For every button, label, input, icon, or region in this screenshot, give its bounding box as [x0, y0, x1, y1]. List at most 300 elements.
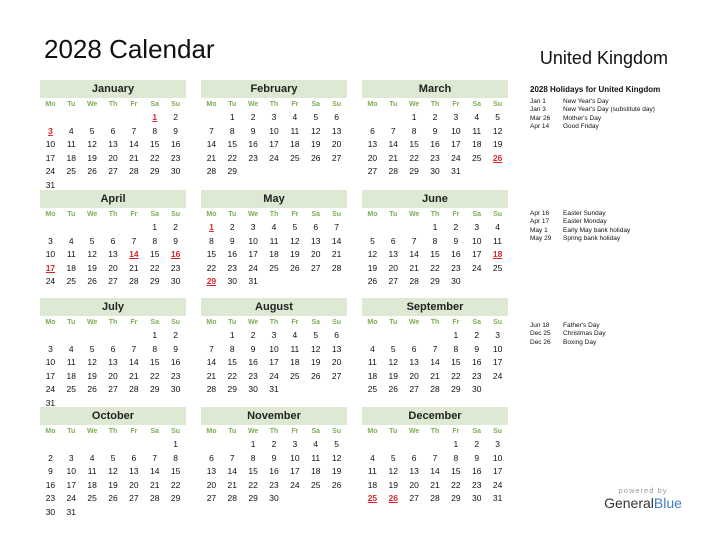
holiday-entry [530, 322, 700, 330]
day-cell: 7 [432, 452, 438, 463]
day-cell: 28 [409, 276, 419, 286]
holiday-entry [530, 123, 700, 131]
weekday-label: Th [430, 211, 440, 218]
day-cell: 17 [492, 357, 503, 367]
empty-day [103, 329, 124, 343]
day-cell: 26 [310, 152, 321, 163]
day-cell: 25 [310, 479, 321, 490]
month-april [40, 190, 186, 289]
day-cell: 3 [453, 112, 459, 122]
empty-day [201, 329, 222, 343]
day-cell: 8 [453, 343, 459, 354]
day-cell: 28 [129, 276, 139, 286]
day-cell: 19 [367, 262, 378, 273]
day-cell: 1 [152, 330, 158, 340]
day-cell: 22 [430, 262, 440, 273]
month-november [201, 407, 347, 506]
day-cell: 24 [66, 493, 77, 503]
day-cell: 8 [432, 235, 438, 246]
weekday-label: We [86, 428, 98, 435]
holiday-date: Dec 26 [530, 338, 551, 346]
day-cell: 9 [474, 343, 480, 354]
day-cell: 27 [310, 262, 321, 273]
holiday-entry [530, 98, 700, 106]
day-cell: 2 [173, 222, 178, 232]
empty-day [82, 111, 103, 125]
day-cell: 19 [87, 152, 97, 163]
day-cell: 29 [451, 493, 461, 503]
holiday-date: Mar 26 [530, 114, 551, 122]
month-days-grid [40, 208, 186, 289]
month-days-grid [40, 316, 186, 410]
day-cell: 3 [271, 330, 277, 340]
day-cell: 10 [66, 466, 77, 476]
day-cell: 9 [48, 466, 53, 476]
day-cell: 16 [430, 139, 440, 149]
day-cell: 10 [269, 125, 279, 136]
weekday-label: Fr [130, 428, 138, 435]
day-cell: 2 [432, 112, 438, 122]
month-june [362, 190, 508, 289]
day-cell: 8 [209, 235, 214, 246]
month-days-grid [201, 316, 347, 397]
empty-day [404, 438, 425, 452]
day-cell: 20 [206, 479, 217, 490]
day-cell: 2 [271, 439, 277, 449]
day-cell: 6 [390, 235, 396, 246]
day-cell: 25 [269, 262, 279, 273]
day-cell: 13 [108, 249, 118, 259]
day-cell: 13 [409, 466, 419, 476]
holiday-name: Easter Monday [563, 218, 607, 226]
day-cell: 22 [451, 370, 461, 381]
month-title: December [362, 407, 508, 425]
empty-day [362, 111, 383, 125]
day-cell: 31 [248, 276, 258, 286]
weekday-label: Th [430, 428, 440, 435]
day-cell: 29 [409, 166, 419, 176]
day-cell: 29 [227, 166, 238, 176]
empty-day [362, 329, 383, 343]
day-cell: 19 [290, 249, 300, 259]
day-cell: 10 [45, 249, 56, 259]
month-title: October [40, 407, 186, 425]
weekday-label: Sa [472, 211, 481, 218]
holiday-date: Jun 18 [530, 322, 550, 329]
weekday-label: Fr [452, 211, 460, 218]
day-cell: 19 [388, 370, 399, 381]
day-cell: 14 [129, 139, 139, 149]
day-cell: 21 [227, 479, 238, 490]
holiday-date: Jan 1 [530, 98, 546, 105]
weekday-label: Mo [45, 319, 56, 326]
day-cell: 28 [206, 166, 217, 176]
weekday-label: Fr [452, 319, 460, 326]
day-cell: 31 [451, 166, 461, 176]
day-cell: 13 [310, 235, 321, 246]
day-cell: 9 [229, 235, 235, 246]
weekday-label: Su [493, 428, 503, 435]
day-cell: 1 [173, 439, 178, 449]
empty-day [201, 438, 222, 452]
weekday-label: Sa [472, 319, 481, 326]
day-cell: 11 [311, 452, 321, 463]
weekday-label: Fr [452, 101, 460, 108]
day-cell: 7 [131, 125, 137, 136]
day-cell: 29 [149, 276, 160, 286]
day-cell: 16 [45, 479, 56, 490]
day-cell: 3 [474, 222, 480, 232]
brand-name-blue: Blue [653, 495, 682, 511]
weekday-label: Su [171, 211, 181, 218]
weekday-label: Mo [206, 101, 217, 108]
day-cell: 21 [206, 370, 217, 381]
month-may [201, 190, 347, 289]
day-cell: 10 [471, 235, 482, 246]
day-cell: 16 [471, 357, 482, 367]
day-cell: 8 [411, 125, 417, 136]
day-cell: 1 [453, 330, 459, 340]
holiday-name: Father's Day [563, 322, 600, 329]
day-cell: 11 [368, 466, 377, 476]
month-february [201, 80, 347, 179]
day-cell: 12 [388, 357, 399, 367]
day-cell: 4 [495, 222, 500, 232]
holiday-day: 26 [492, 152, 503, 163]
holiday-day: 18 [492, 249, 503, 259]
day-cell: 25 [66, 384, 77, 394]
day-cell: 19 [388, 479, 399, 490]
weekday-label: Sa [150, 101, 159, 108]
day-cell: 12 [310, 125, 321, 136]
day-cell: 21 [388, 152, 399, 163]
day-cell: 1 [152, 222, 158, 232]
day-cell: 19 [310, 139, 321, 149]
month-days-grid [362, 208, 508, 289]
day-cell: 21 [430, 370, 440, 381]
weekday-label: Fr [130, 211, 138, 218]
day-cell: 4 [292, 112, 298, 122]
day-cell: 18 [87, 479, 97, 490]
day-cell: 3 [68, 452, 74, 463]
day-cell: 15 [248, 466, 258, 476]
day-cell: 22 [227, 370, 238, 381]
holiday-entry [530, 115, 700, 123]
day-cell: 25 [66, 276, 77, 286]
day-cell: 24 [269, 370, 279, 381]
day-cell: 9 [474, 452, 480, 463]
day-cell: 27 [388, 276, 399, 286]
empty-day [383, 438, 404, 452]
weekday-label: Su [493, 101, 503, 108]
day-cell: 10 [290, 452, 300, 463]
day-cell: 8 [229, 125, 235, 136]
day-cell: 2 [474, 439, 480, 449]
day-cell: 7 [152, 452, 158, 463]
day-cell: 20 [409, 370, 419, 381]
day-cell: 29 [430, 276, 440, 286]
day-cell: 6 [411, 343, 417, 354]
weekday-label: Sa [472, 101, 481, 108]
day-cell: 4 [68, 235, 74, 246]
day-cell: 19 [331, 466, 342, 476]
empty-day [144, 438, 165, 452]
day-cell: 9 [271, 452, 277, 463]
powered-by-text: powered by [618, 486, 668, 495]
day-cell: 20 [129, 479, 139, 490]
day-cell: 27 [108, 276, 118, 286]
day-cell: 22 [170, 479, 181, 490]
day-cell: 13 [367, 139, 378, 149]
day-cell: 6 [209, 452, 214, 463]
month-july [40, 298, 186, 410]
empty-day [103, 438, 124, 452]
holiday-date: Dec 25 [530, 330, 551, 338]
day-cell: 1 [229, 330, 235, 340]
weekday-label: We [247, 101, 259, 108]
day-cell: 15 [170, 466, 181, 476]
day-cell: 1 [453, 439, 459, 449]
day-cell: 29 [149, 384, 160, 394]
day-cell: 26 [87, 384, 97, 394]
day-cell: 26 [331, 479, 342, 490]
empty-day [123, 329, 144, 343]
day-cell: 8 [152, 125, 158, 136]
weekday-label: Th [269, 319, 279, 326]
weekday-label: Mo [367, 211, 378, 218]
empty-day [61, 221, 82, 235]
holiday-entry [530, 106, 700, 114]
holiday-date: Jan 3 [530, 106, 546, 114]
day-cell: 12 [290, 235, 300, 246]
day-cell: 25 [87, 493, 97, 503]
day-cell: 11 [368, 357, 377, 367]
day-cell: 4 [292, 330, 298, 340]
holiday-name: New Year's Day [563, 98, 609, 105]
day-cell: 24 [45, 276, 56, 286]
weekday-label: Tu [67, 319, 76, 326]
day-cell: 2 [173, 112, 178, 122]
day-cell: 14 [388, 139, 399, 149]
weekday-label: Tu [67, 211, 76, 218]
weekday-label: Tu [389, 211, 398, 218]
weekday-label: Mo [45, 101, 56, 108]
day-cell: 8 [250, 452, 256, 463]
weekday-label: Fr [130, 319, 138, 326]
weekday-label: We [408, 101, 420, 108]
day-cell: 5 [390, 452, 396, 463]
holiday-list-q3 [530, 322, 700, 347]
holiday-entry [530, 218, 700, 226]
day-cell: 5 [313, 330, 319, 340]
day-cell: 4 [89, 452, 95, 463]
day-cell: 26 [290, 262, 300, 273]
weekday-label: We [86, 319, 98, 326]
weekday-label: We [408, 211, 420, 218]
day-cell: 29 [170, 493, 181, 503]
empty-day [40, 221, 61, 235]
day-cell: 30 [471, 384, 482, 394]
day-cell: 2 [48, 452, 53, 463]
day-cell: 15 [149, 249, 160, 259]
day-cell: 28 [227, 493, 238, 503]
day-cell: 3 [495, 439, 500, 449]
day-cell: 23 [170, 370, 181, 381]
holiday-entry [530, 235, 700, 243]
weekday-label: Mo [367, 101, 378, 108]
day-cell: 7 [209, 125, 214, 136]
day-cell: 6 [131, 452, 137, 463]
day-cell: 27 [409, 493, 419, 503]
weekday-label: Tu [228, 211, 237, 218]
day-cell: 15 [227, 139, 238, 149]
holiday-date: May 1 [530, 226, 548, 234]
empty-day [201, 111, 222, 125]
day-cell: 23 [248, 370, 258, 381]
day-cell: 30 [227, 276, 238, 286]
empty-day [425, 438, 446, 452]
day-cell: 30 [170, 166, 181, 176]
day-cell: 11 [269, 235, 279, 246]
day-cell: 9 [173, 125, 178, 136]
day-cell: 24 [492, 479, 503, 490]
day-cell: 7 [411, 235, 417, 246]
day-cell: 28 [388, 166, 399, 176]
day-cell: 12 [367, 249, 378, 259]
day-cell: 9 [453, 235, 459, 246]
day-cell: 22 [206, 262, 217, 273]
weekday-label: Su [493, 319, 503, 326]
day-cell: 17 [471, 249, 482, 259]
weekday-label: Th [108, 319, 118, 326]
weekday-label: Th [430, 319, 440, 326]
holiday-day: 14 [129, 249, 139, 259]
weekday-label: Th [108, 101, 118, 108]
day-cell: 12 [87, 357, 97, 367]
day-cell: 20 [367, 152, 378, 163]
day-cell: 7 [209, 343, 214, 354]
day-cell: 3 [495, 330, 500, 340]
empty-day [362, 438, 383, 452]
day-cell: 6 [110, 343, 116, 354]
day-cell: 3 [48, 235, 53, 246]
day-cell: 23 [170, 262, 181, 273]
day-cell: 14 [331, 235, 342, 246]
weekday-label: Th [269, 211, 279, 218]
day-cell: 7 [390, 125, 396, 136]
day-cell: 6 [110, 125, 116, 136]
day-cell: 11 [66, 139, 76, 149]
day-cell: 22 [149, 152, 160, 163]
month-days-grid [362, 316, 508, 397]
weekday-label: Sa [311, 428, 320, 435]
day-cell: 12 [108, 466, 118, 476]
day-cell: 17 [492, 466, 503, 476]
day-cell: 9 [250, 125, 256, 136]
empty-day [123, 221, 144, 235]
day-cell: 26 [388, 384, 399, 394]
day-cell: 23 [451, 262, 461, 273]
day-cell: 1 [229, 112, 235, 122]
month-days-grid [201, 425, 347, 506]
holiday-day: 26 [388, 493, 399, 503]
day-cell: 4 [68, 125, 74, 136]
weekday-label: Mo [367, 428, 378, 435]
day-cell: 17 [66, 479, 77, 490]
day-cell: 7 [131, 343, 137, 354]
day-cell: 23 [170, 152, 181, 163]
weekday-label: Mo [206, 211, 217, 218]
day-cell: 8 [152, 235, 158, 246]
weekday-label: Th [269, 428, 279, 435]
day-cell: 26 [87, 276, 97, 286]
empty-day [40, 111, 61, 125]
holiday-name: Spring bank holiday [563, 234, 621, 242]
day-cell: 27 [108, 384, 118, 394]
day-cell: 5 [334, 439, 339, 449]
day-cell: 6 [110, 235, 116, 246]
empty-day [123, 438, 144, 452]
empty-day [383, 329, 404, 343]
day-cell: 14 [430, 466, 440, 476]
day-cell: 31 [66, 506, 77, 517]
day-cell: 9 [173, 235, 178, 246]
day-cell: 2 [250, 112, 256, 122]
weekday-label: Su [171, 319, 181, 326]
day-cell: 9 [173, 343, 178, 354]
day-cell: 24 [290, 479, 300, 490]
day-cell: 10 [248, 235, 258, 246]
day-cell: 13 [108, 139, 118, 149]
holiday-entry [530, 227, 700, 235]
day-cell: 18 [367, 479, 378, 490]
day-cell: 28 [430, 384, 440, 394]
month-title: September [362, 298, 508, 316]
month-days-grid [201, 98, 347, 179]
day-cell: 20 [331, 139, 342, 149]
day-cell: 3 [48, 343, 53, 354]
holiday-day: 16 [170, 249, 181, 259]
day-cell: 27 [331, 152, 342, 163]
day-cell: 24 [248, 262, 258, 273]
day-cell: 10 [269, 343, 279, 354]
weekday-label: Su [332, 211, 342, 218]
holiday-day: 3 [48, 125, 53, 136]
day-cell: 30 [170, 384, 181, 394]
month-days-grid [40, 425, 186, 519]
holiday-entry [530, 330, 700, 338]
day-cell: 14 [129, 357, 139, 367]
day-cell: 2 [453, 222, 459, 232]
day-cell: 20 [331, 357, 342, 367]
day-cell: 19 [310, 357, 321, 367]
holiday-name: Boxing Day [563, 338, 597, 346]
day-cell: 16 [471, 466, 482, 476]
day-cell: 23 [471, 370, 482, 381]
day-cell: 23 [45, 493, 56, 503]
empty-day [61, 438, 82, 452]
empty-day [61, 329, 82, 343]
brand-logo [588, 486, 698, 511]
day-cell: 14 [409, 249, 419, 259]
weekday-label: We [86, 211, 98, 218]
day-cell: 12 [331, 452, 342, 463]
holiday-name: Early May bank holiday [563, 226, 631, 234]
holiday-date: May 29 [530, 234, 552, 242]
day-cell: 12 [492, 125, 503, 136]
day-cell: 1 [432, 222, 438, 232]
day-cell: 25 [290, 370, 300, 381]
